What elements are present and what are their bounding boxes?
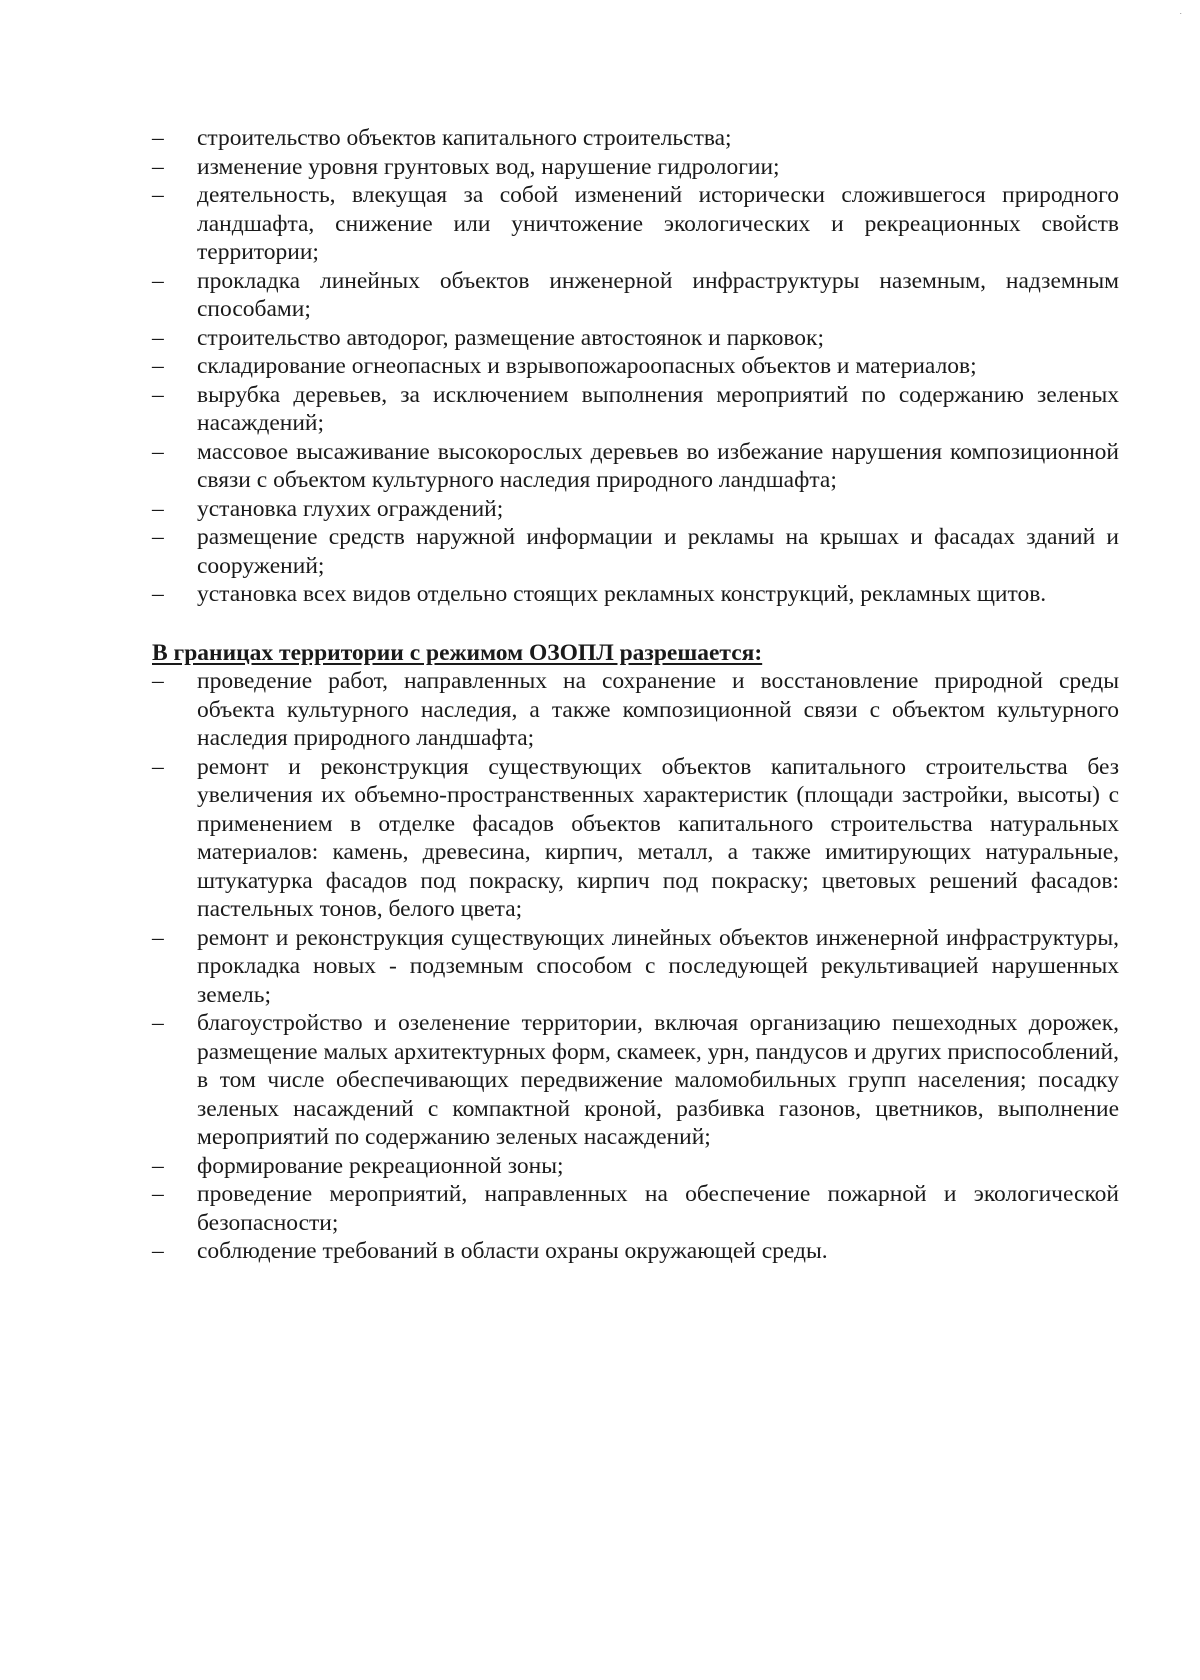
dash-bullet: – [152, 495, 164, 522]
prohibited-list-item [152, 153, 1119, 182]
list-item-text: установка всех видов отдельно стоящих рекламных конструкций, рекламных щитов. [197, 581, 1047, 607]
permitted-list-item [152, 667, 1119, 753]
dash-bullet: – [152, 125, 164, 151]
list-item-text: массовое высаживание высокорослых деревьев во избежание нарушения композиционной связи с объектом культурного наследия природного ландшафта; [197, 438, 1119, 493]
document-body [152, 124, 1119, 1266]
list-item-text: складирование огнеопасных и взрывопожароопасных объектов и материалов; [197, 353, 977, 379]
list-item-text: проведение работ, направленных на сохранение и восстановление природной среды объекта культурного наследия, а также композиционной связи с объектом культурного наследия природного ландшафта; [197, 668, 1119, 751]
dash-bullet: – [152, 581, 164, 607]
dash-bullet: – [152, 267, 164, 294]
prohibited-list-item [152, 523, 1119, 580]
list-item-text: деятельность, влекущая за собой изменений исторически сложившегося природного ландшафта, снижение или уничтожение экологических и рекреационных свойств территории; [197, 182, 1119, 265]
permitted-list-item [152, 1237, 1119, 1266]
list-item-text: формирование рекреационной зоны; [197, 1152, 564, 1179]
list-item-text: ремонт и реконструкция существующих линейных объектов инженерной инфраструктуры, прокладка новых - подземным способом с последующей рекультивацией нарушенных земель; [197, 924, 1119, 1008]
list-item-text: благоустройство и озеленение территории, включая организацию пешеходных дорожек, размещение малых архитектурных форм, скамеек, урн, пандусов и других приспособлений, в том числе обеспечивающих передвижение маломобильных групп населения; посадку зеленых насаждений с компактной кроной, разбивка газонов, цветников, выполнение мероприятий по содержанию зеленых насаждений; [197, 1010, 1119, 1150]
scan-mark: . [1179, 6, 1182, 16]
prohibited-list-item [152, 580, 1119, 609]
dash-bullet: – [152, 153, 164, 180]
dash-bullet: – [152, 438, 164, 465]
prohibited-list-item [152, 124, 1119, 153]
dash-bullet: – [152, 924, 164, 951]
permitted-list-item [152, 1152, 1119, 1181]
prohibited-list-item [152, 267, 1119, 324]
dash-bullet: – [152, 324, 164, 351]
permitted-section-heading: В границах территории с режимом ОЗОПЛ разрешается: [152, 639, 763, 666]
prohibited-activities-list [152, 124, 1119, 609]
list-item-text: размещение средств наружной информации и рекламы на крышах и фасадах зданий и сооружений; [197, 524, 1119, 579]
dash-bullet: – [152, 1152, 164, 1179]
dash-bullet: – [152, 1010, 164, 1036]
list-item-text: изменение уровня грунтовых вод, нарушение гидрологии; [197, 153, 780, 180]
list-item-text: проведение мероприятий, направленных на обеспечение пожарной и экологической безопасности; [197, 1181, 1119, 1236]
prohibited-list-item [152, 495, 1119, 524]
permitted-list-item [152, 924, 1119, 1010]
prohibited-list-item [152, 381, 1119, 438]
dash-bullet: – [152, 524, 164, 550]
prohibited-list-item [152, 324, 1119, 353]
list-item-text: вырубка деревьев, за исключением выполнения мероприятий по содержанию зеленых насаждений; [197, 381, 1119, 436]
prohibited-list-item [152, 181, 1119, 267]
list-item-text: ремонт и реконструкция существующих объектов капитального строительства без увеличения их объемно-пространственных характеристик (площади застройки, высоты) с применением в отделке фасадов объектов капитального строительства натуральных материалов: камень, древесина, кирпич, металл, а также имитирующих натуральные, штукатурка фасадов под покраску, кирпич под покраску; цветовых решений фасадов: пастельных тонов, белого цвета; [197, 753, 1119, 922]
list-item-text: прокладка линейных объектов инженерной инфраструктуры наземным, надземным способами; [197, 267, 1119, 322]
list-item-text: установка глухих ограждений; [197, 495, 504, 522]
permitted-list-item [152, 1180, 1119, 1237]
dash-bullet: – [152, 1238, 164, 1264]
permitted-activities-list [152, 667, 1119, 1266]
dash-bullet: – [152, 668, 164, 694]
list-item-text: строительство автодорог, размещение автостоянок и парковок; [197, 324, 824, 351]
permitted-list-item [152, 1009, 1119, 1152]
dash-bullet: – [152, 1181, 164, 1207]
permitted-list-item [152, 753, 1119, 924]
dash-bullet: – [152, 182, 164, 208]
list-item-text: соблюдение требований в области охраны окружающей среды. [197, 1238, 828, 1264]
prohibited-list-item [152, 352, 1119, 381]
dash-bullet: – [152, 381, 164, 408]
prohibited-list-item [152, 438, 1119, 495]
list-item-text: строительство объектов капитального строительства; [197, 125, 732, 151]
dash-bullet: – [152, 353, 164, 379]
dash-bullet: – [152, 753, 164, 780]
